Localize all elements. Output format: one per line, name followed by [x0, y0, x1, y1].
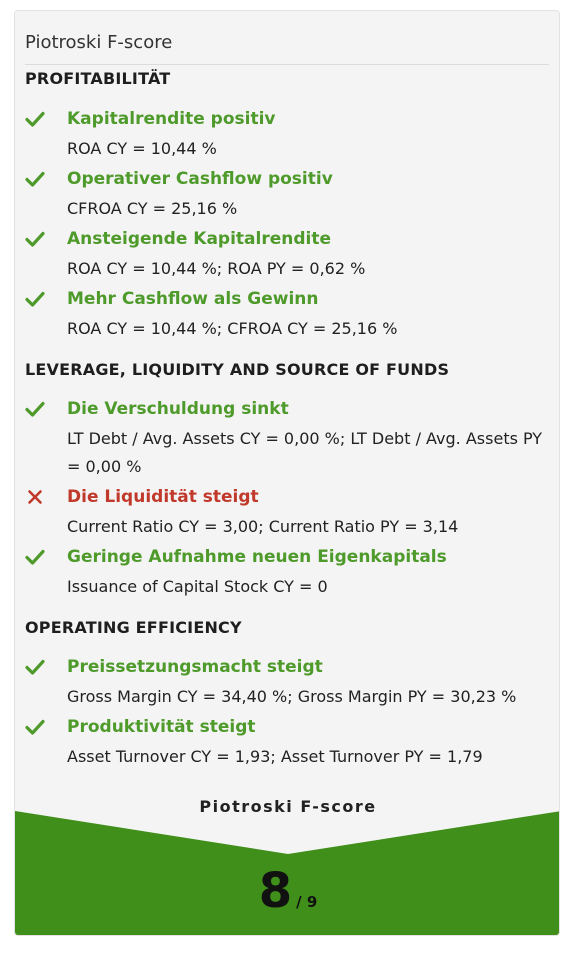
criterion-detail: CFROA CY = 25,16 % [67, 199, 238, 218]
criterion-detail: LT Debt / Avg. Assets CY = 0,00 %; LT Debt / Avg. Assets PY = 0,00 % [67, 429, 543, 476]
criterion-title: Produktivität steigt [67, 717, 256, 737]
criterion-title: Mehr Cashflow als Gewinn [67, 289, 319, 309]
criterion-detail: Current Ratio CY = 3,00; Current Ratio PY = 3,14 [67, 517, 459, 536]
check-icon [25, 109, 47, 131]
criterion-detail: Asset Turnover CY = 1,93; Asset Turnover PY = 1,79 [67, 747, 483, 766]
criterion-title: Operativer Cashflow positiv [67, 169, 333, 189]
criterion-title: Die Liquidität steigt [67, 487, 259, 507]
criterion-detail: Gross Margin CY = 34,40 %; Gross Margin PY = 30,23 % [67, 687, 517, 706]
score-display [15, 863, 560, 919]
check-icon [25, 657, 47, 679]
check-icon [25, 289, 47, 311]
card-title: Piotroski F-score [25, 21, 549, 65]
criterion-detail: Issuance of Capital Stock CY = 0 [67, 577, 328, 596]
score-label: Piotroski F-score [199, 797, 377, 816]
criterion-title: Preissetzungsmacht steigt [67, 657, 323, 677]
section-heading-leverage: LEVERAGE, LIQUIDITY AND SOURCE OF FUNDS [25, 360, 450, 379]
section-heading-profitability: PROFITABILITÄT [25, 69, 171, 88]
check-icon [25, 717, 47, 739]
criterion-title: Die Verschuldung sinkt [67, 399, 289, 419]
check-icon [25, 169, 47, 191]
check-icon [25, 229, 47, 251]
criterion-detail: ROA CY = 10,44 % [67, 139, 217, 158]
cross-icon [25, 487, 47, 509]
criterion-title: Ansteigende Kapitalrendite [67, 229, 332, 249]
score-max: / 9 [296, 893, 318, 911]
check-icon [25, 547, 47, 569]
score-value: 8 [258, 863, 293, 919]
criterion-title: Geringe Aufnahme neuen Eigenkapitals [67, 547, 447, 567]
fscore-card [14, 10, 560, 936]
section-heading-operating-efficiency: OPERATING EFFICIENCY [25, 618, 242, 637]
criterion-detail: ROA CY = 10,44 %; ROA PY = 0,62 % [67, 259, 366, 278]
criterion-detail: ROA CY = 10,44 %; CFROA CY = 25,16 % [67, 319, 398, 338]
check-icon [25, 399, 47, 421]
criterion-title: Kapitalrendite positiv [67, 109, 276, 129]
